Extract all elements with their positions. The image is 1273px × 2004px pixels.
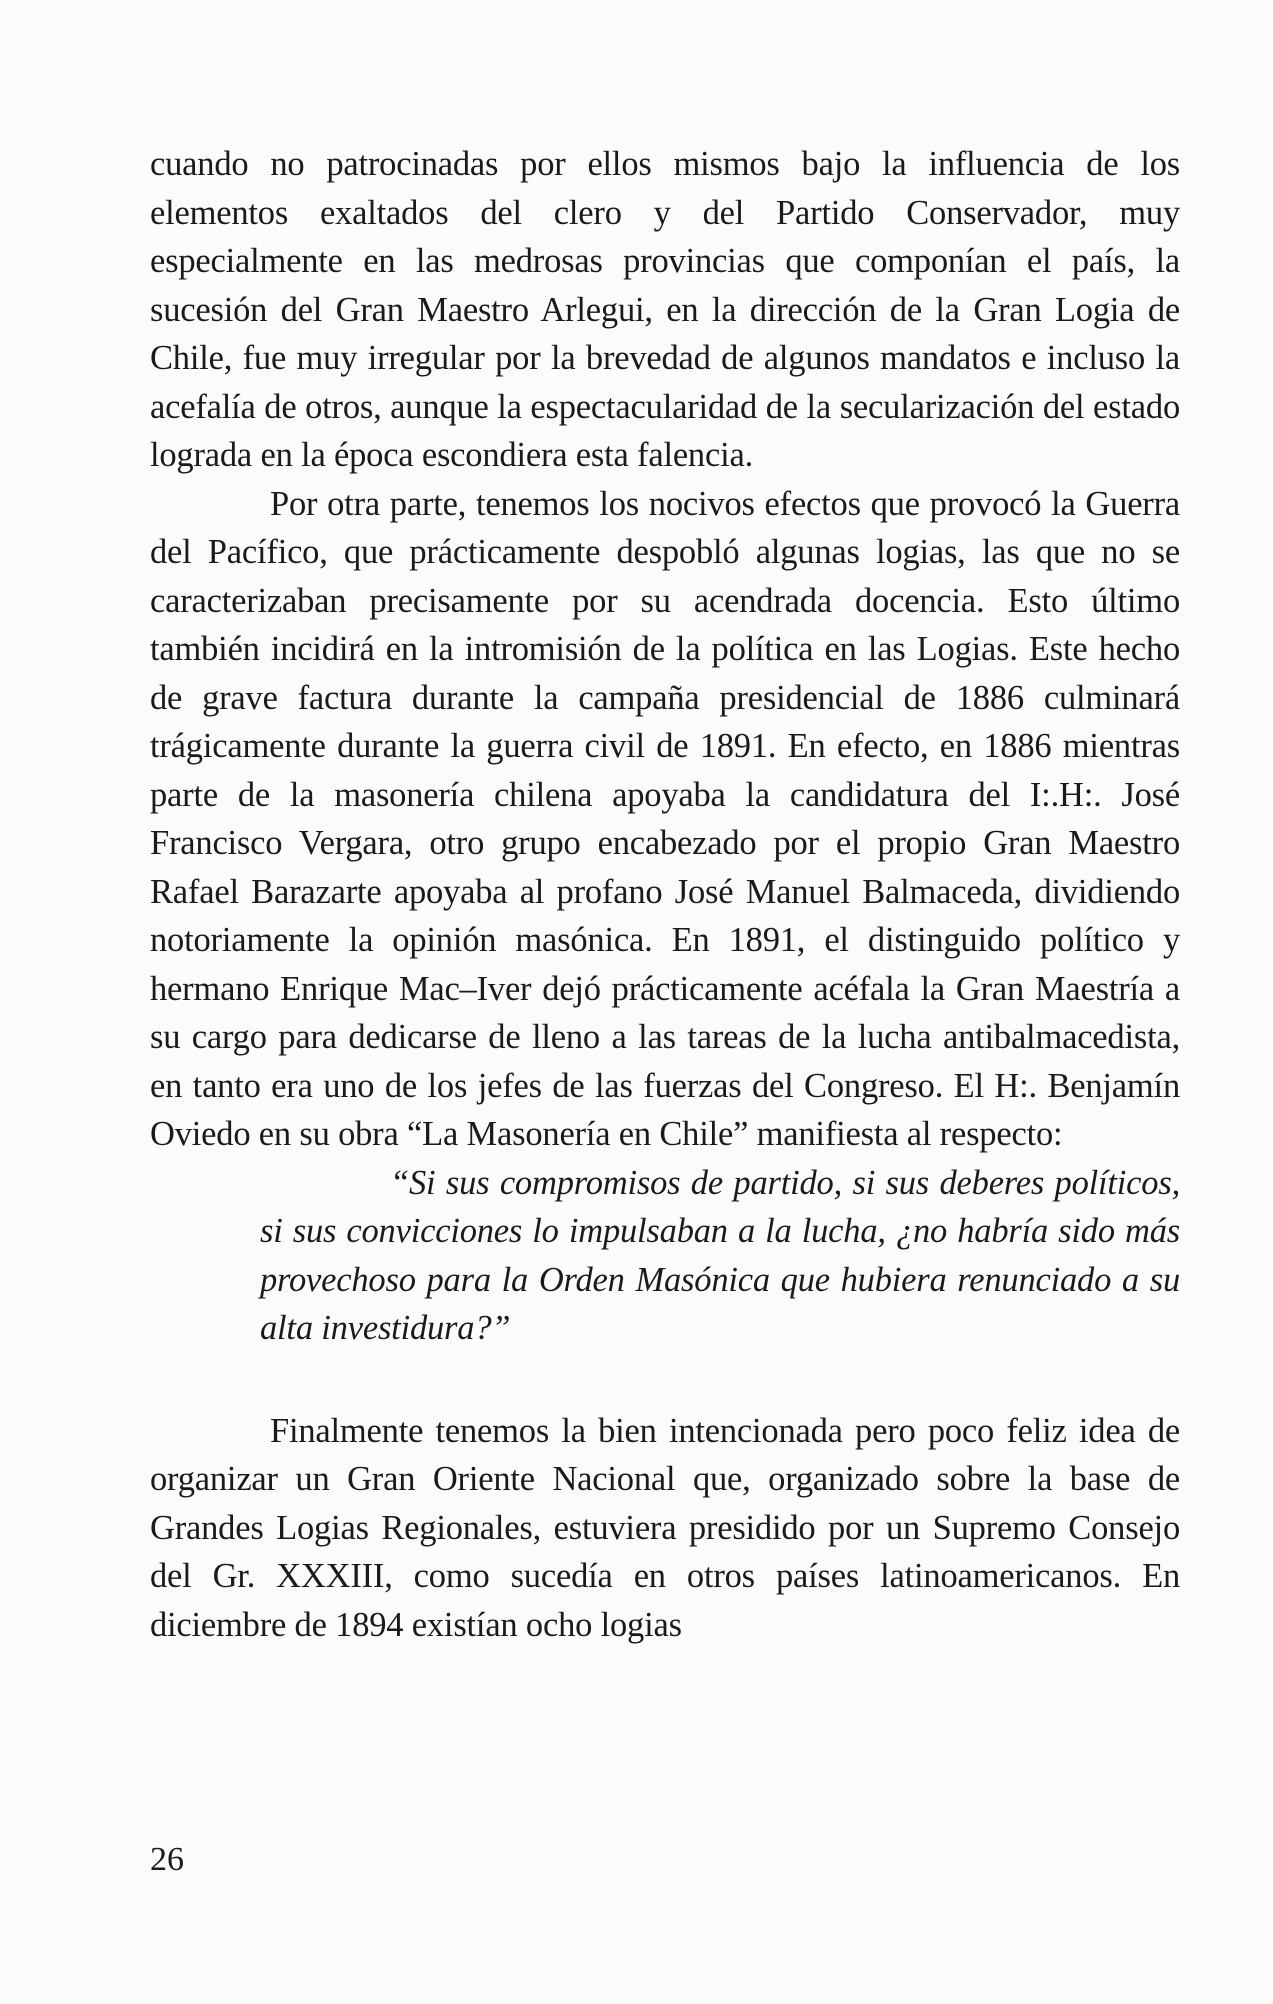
paragraph-gran-oriente: Finalmente tenemos la bien intencionada pero poco feliz idea de organizar un Gran Oriente Nacional que, organizado sobre la base de Grandes Logias Regionales, estuviera presidido por un Supremo Consejo del Gr. XXXIII, como sucedía en otros países latinoamericanos. En diciembre de 1894 existían ocho logias [150,1411,1180,1644]
page-body [150,140,1180,1649]
page-number: 26 [150,1841,184,1878]
block-quote: “Si sus compromisos de partido, si sus deberes políticos, si sus convicciones lo impulsaban a la lucha, ¿no habría sido más provechoso para la Orden Masónica que hubiera renunciado a su alta investidura?” [260,1163,1180,1347]
paragraph-spacer [150,1353,1180,1407]
paragraph-guerra-pacifico: Por otra parte, tenemos los nocivos efectos que provocó la Guerra del Pacífico, que prácticamente despobló algunas logias, las que no se caracterizaban precisamente por su acendrada docencia. Esto último también incidirá en la intromisión de la política en las Logias. Este hecho de grave factura durante la campaña presidencial de 1886 culminará trágicamente durante la guerra civil de 1891. En efecto, en 1886 mientras parte de la masonería chilena apoyaba la candidatura del I:.H:. José Francisco Vergara, otro grupo encabezado por el propio Gran Maestro Rafael Barazarte apoyaba al profano José Manuel Balmaceda, dividiendo notoriamente la opinión masónica. En 1891, el distinguido político y hermano Enrique Mac–Iver dejó prácticamente acéfala la Gran Maestría a su cargo para dedicarse de lleno a las tareas de la lucha antibalmacedista, en tanto era uno de los jefes de las fuerzas del Congreso. El H:. Benjamín Oviedo en su obra “La Masonería en Chile” manifiesta al respecto: [150,484,1180,1153]
paragraph-continuation: cuando no patrocinadas por ellos mismos bajo la influencia de los elementos exaltados del clero y del Partido Conservador, muy especialmente en las medrosas provincias que componían el país, la sucesión del Gran Maestro Arlegui, en la dirección de la Gran Logia de Chile, fue muy irregular por la brevedad de algunos mandatos e incluso la acefalía de otros, aunque la espectacularidad de la secularización del estado lograda en la época escondiera esta falencia. [150,145,1180,474]
